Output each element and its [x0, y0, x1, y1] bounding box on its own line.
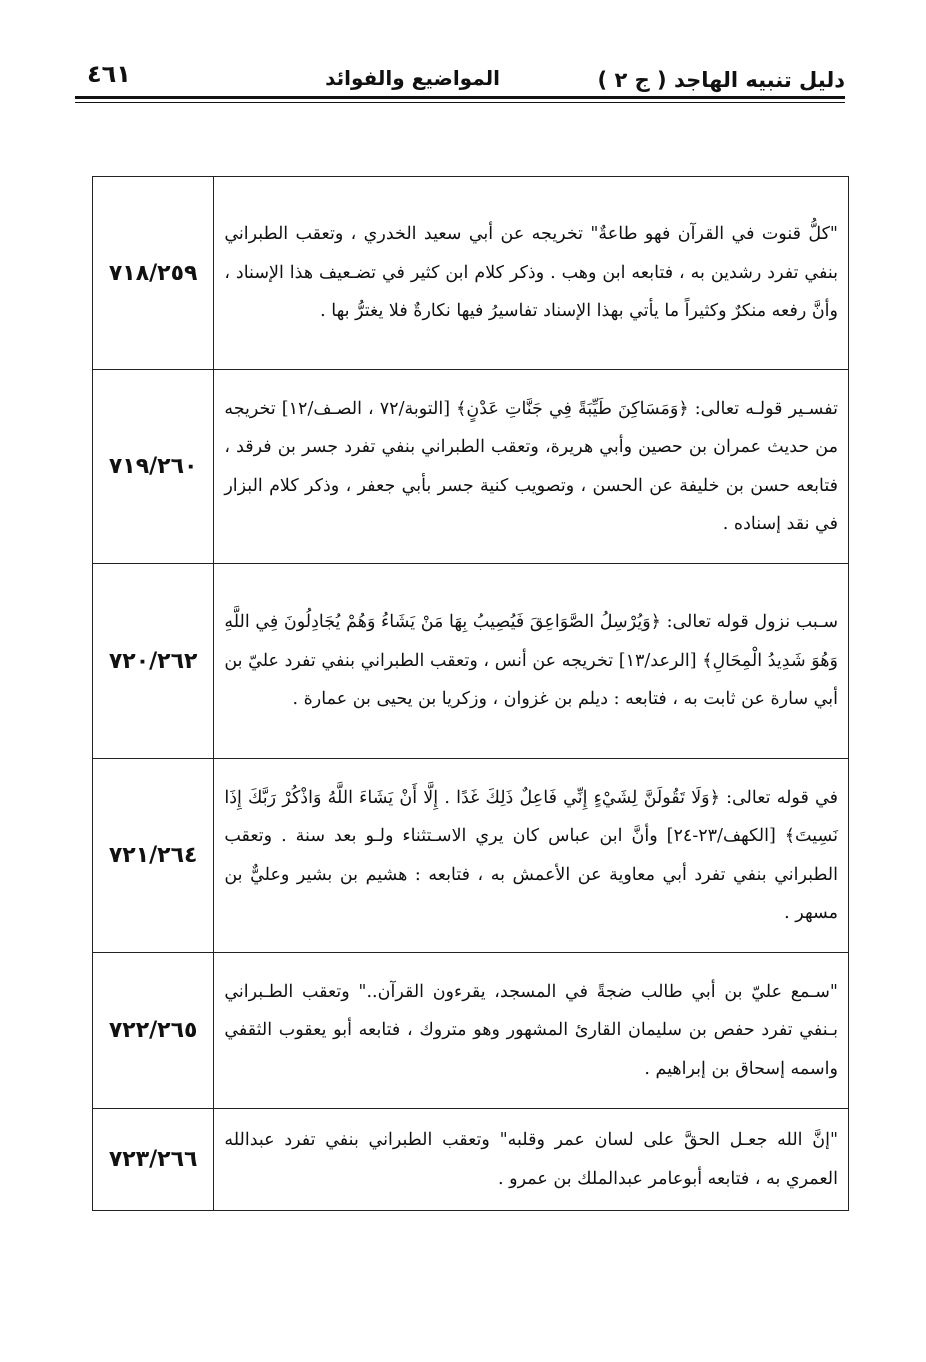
entry-text: "كلُّ قنوت في القرآن فهو طاعةٌ" تخريجه عن أبي سعيد الخدري ، وتعقب الطبراني بنفي تفرد رشدين به ، فتابعه ابن وهب . وذكر كلام ابن كثير في تضـعيف هذا الإسناد ، وأنَّ رفعه منكرٌ وكثيراً ما يأتي بهذا الإسناد تفاسيرُ فيها نكارةٌ فلا يغترُّ بها . [214, 177, 849, 370]
entry-text: تفسـير قولـه تعالى: ﴿وَمَسَاكِنَ طَيِّبَةً فِي جَنَّاتِ عَدْنٍ﴾ [التوبة/٧٢ ، الصـف/١٢] تخريجه من حديث عمران بن حصين وأبي هريرة، وتعقب الطبراني بنفي تفرد جسر بن فرقد ، فتابعه حسن بن خليفة عن الحسن ، وتصويب كنية جسر بأبي جعفر ، وذكر كلام البزار في نقد إسناده . [214, 370, 849, 564]
entry-text: سـبب نزول قوله تعالى: ﴿وَيُرْسِلُ الصَّوَاعِقَ فَيُصِيبُ بِهَا مَنْ يَشَاءُ وَهُمْ يُجَادِلُونَ فِي اللَّهِ وَهُوَ شَدِيدُ الْمِحَالِ﴾ [الرعد/١٣] تخريجه عن أنس ، وتعقب الطبراني بنفي تفرد عليّ بن أبي سارة عن ثابت به ، فتابعه : ديلم بن غزوان ، وزكريا بن يحيى بن عمارة . [214, 564, 849, 759]
table-row [93, 953, 849, 1109]
table-row [93, 177, 849, 370]
table-row [93, 564, 849, 759]
entry-text: "سـمع عليّ بن أبي طالب ضجةً في المسجد، يقرءون القرآن.." وتعقب الطـبراني بـنفي تفرد حفص بن سليمان القارئ المشهور وهو متروك ، فتابعه أبو يعقوب الثقفي واسمه إسحاق بن إبراهيم . [214, 953, 849, 1109]
entry-reference: ٧٢٠/٢٦٢ [93, 564, 214, 759]
entry-reference: ٧٢١/٢٦٤ [93, 759, 214, 953]
entry-reference: ٧٢٣/٢٦٦ [93, 1109, 214, 1211]
book-title: دليل تنبيه الهاجد ( ج ٢ ) [597, 68, 845, 92]
header-rule [75, 96, 845, 99]
table-row [93, 759, 849, 953]
section-title: المواضيع والفوائد [325, 66, 500, 90]
entry-reference: ٧١٩/٢٦٠ [93, 370, 214, 564]
entry-text: "إنَّ الله جعـل الحقَّ على لسان عمر وقلبه" وتعقب الطبراني بنفي تفرد عبدالله العمري به ، فتابعه أبوعامر عبدالملك بن عمرو . [214, 1109, 849, 1211]
table-row [93, 370, 849, 564]
table-row [93, 1109, 849, 1211]
page-number: ٤٦١ [87, 60, 131, 88]
entry-reference: ٧٢٢/٢٦٥ [93, 953, 214, 1109]
header-rule-thin [75, 102, 845, 103]
page-header [75, 60, 845, 106]
entries-table [92, 176, 849, 1211]
entry-text: في قوله تعالى: ﴿وَلَا تَقُولَنَّ لِشَيْءٍ إِنِّي فَاعِلٌ ذَلِكَ غَدًا . إِلَّا أَنْ يَشَاءَ اللَّهُ وَاذْكُرْ رَبَّكَ إِذَا نَسِيتَ﴾ [الكهف/٢٣-٢٤] وأنَّ ابن عباس كان يري الاسـتثناء ولـو بعد سنة . وتعقب الطبراني بنفي تفرد أبي معاوية عن الأعمش به ، فتابعه : هشيم بن بشير وعليٌّ بن مسهر . [214, 759, 849, 953]
entry-reference: ٧١٨/٢٥٩ [93, 177, 214, 370]
